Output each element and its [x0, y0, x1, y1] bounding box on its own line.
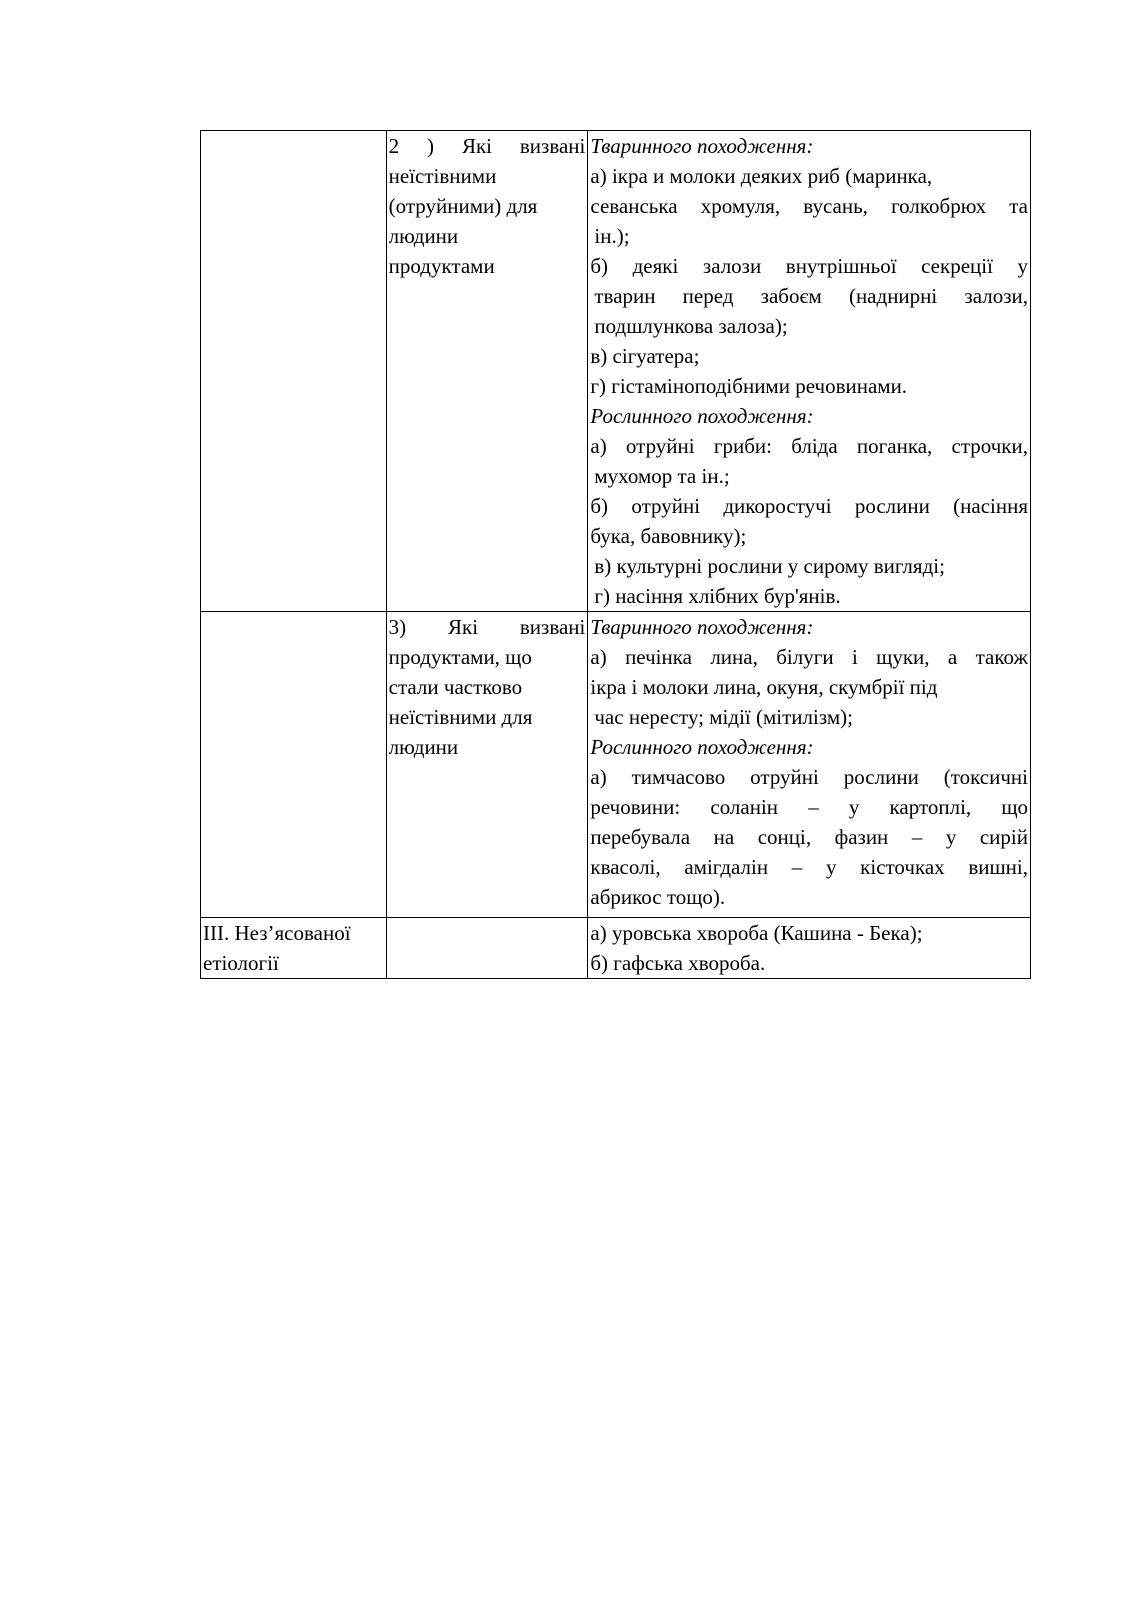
table-row	[201, 612, 1031, 918]
table-row	[201, 918, 1031, 979]
example-line: б) отруйні дикоростучі рослини (насіння	[590, 494, 1028, 518]
example-line: а) отруйні гриби: бліда поганка, строчки,	[590, 434, 1028, 458]
examples-cell	[588, 918, 1031, 979]
subcategory-line: неїстівними для	[388, 705, 533, 729]
example-line: ікра і молоки лина, окуня, скумбрії під	[590, 675, 938, 699]
category-cell	[201, 612, 387, 918]
example-line: а) печінка лина, білуги і щуки, а також	[590, 645, 1028, 669]
plant-origin-heading: Рослинного походження:	[590, 735, 814, 759]
example-line: в) культурні рослини у сирому вигляді;	[594, 554, 945, 578]
category-line: етіології	[203, 951, 279, 975]
example-line: абрикос тощо).	[590, 885, 726, 909]
example-line: час нересту; мідії (мітилізм);	[594, 705, 853, 729]
subcategory-cell	[386, 131, 588, 612]
subcategory-line: людини	[388, 735, 459, 759]
example-line: мухомор та ін.;	[594, 464, 730, 488]
animal-origin-heading: Тваринного походження:	[590, 134, 814, 158]
animal-origin-heading: Тваринного походження:	[590, 615, 814, 639]
example-line: г) гістаміноподібними речовинами.	[590, 374, 908, 398]
subcategory-cell	[386, 612, 588, 918]
example-line: севанська хромуля, вусань, голкобрюх та	[590, 194, 1028, 218]
subcategory-line: стали частково	[388, 675, 523, 699]
example-line: а) тимчасово отруйні рослини (токсичні	[590, 765, 1028, 789]
table-row	[201, 131, 1031, 612]
subcategory-line: (отруйними) для	[388, 194, 538, 218]
example-line: б) гафська хвороба.	[590, 951, 766, 975]
example-line: а) ікра и молоки деяких риб (маринка,	[590, 164, 933, 188]
subcategory-line: продуктами, що	[388, 645, 532, 669]
example-line: в) сігуатера;	[590, 344, 700, 368]
examples-cell	[588, 612, 1031, 918]
category-cell	[201, 918, 387, 979]
example-line: перебувала на сонці, фазин – у сирій	[590, 825, 1028, 849]
example-line: ін.);	[594, 224, 630, 248]
example-line: подшлункова залоза);	[594, 314, 788, 338]
subcategory-line: 3) Які визвані	[388, 615, 586, 639]
example-line: б) деякі залози внутрішньої секреції у	[590, 254, 1028, 278]
example-line: тварин перед забоєм (наднирні залози,	[594, 284, 1028, 308]
subcategory-line: неїстівними	[388, 164, 497, 188]
plant-origin-heading: Рослинного походження:	[590, 404, 814, 428]
classification-table	[200, 130, 1031, 979]
examples-cell	[588, 131, 1031, 612]
subcategory-line: людини	[388, 224, 459, 248]
example-line: бука, бавовнику);	[590, 524, 747, 548]
subcategory-line: продуктами	[388, 254, 495, 278]
example-line: квасолі, амігдалін – у кісточках вишні,	[590, 855, 1028, 879]
category-cell	[201, 131, 387, 612]
example-line: речовини: соланін – у картоплі, що	[590, 795, 1028, 819]
example-line: г) насіння хлібних бур'янів.	[594, 584, 841, 608]
subcategory-cell	[386, 918, 588, 979]
category-line: ІІІ. Нез’ясованої	[203, 921, 351, 945]
example-line: а) уровська хвороба (Кашина - Бека);	[590, 921, 923, 945]
subcategory-line: 2 ) Які визвані	[388, 134, 586, 158]
